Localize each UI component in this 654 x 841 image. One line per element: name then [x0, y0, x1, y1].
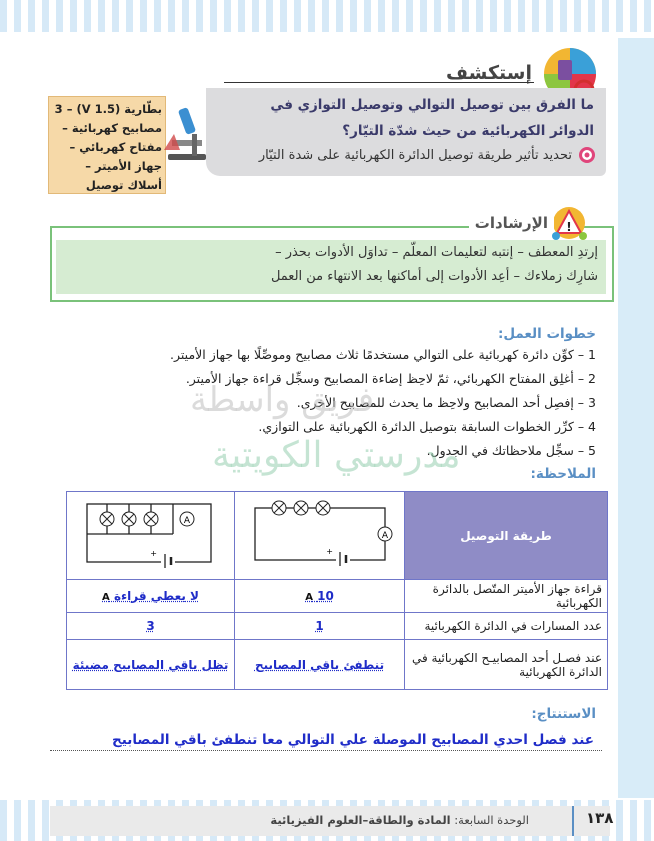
footer-separator [572, 806, 574, 836]
explore-title: إستكشف [446, 62, 532, 84]
watermark-line-1: فريق واسطة [190, 380, 375, 420]
parallel-circuit-cell [67, 492, 235, 580]
goal-row [259, 146, 596, 164]
svg-text:A: A [183, 516, 191, 526]
table-row [67, 580, 608, 613]
row-label: قراءة جهاز الأميتر المتّصل بالدائرة الكهربائية [405, 580, 608, 613]
step-item: 4 – كرِّر الخطوات السابقة بتوصيل الدائرة الكهربائية على التوازي. [258, 419, 596, 434]
table-row [67, 613, 608, 640]
series-answer: 1 [235, 613, 405, 640]
step-item: 1 – كوِّن دائرة كهربائية على التوالي مستخدمًا ثلاث مصابيح وموصِّلًا بها جهاز الأميتر. [170, 347, 596, 362]
series-circuit-cell [235, 492, 405, 580]
guidance-line-2: شارِك زملاءك – أعِد الأدوات إلى أماكنها بعد الانتهاء من العمل [270, 269, 598, 284]
target-icon [578, 146, 596, 164]
svg-text:+: + [326, 547, 333, 556]
explore-question: ما الفرق بين توصيل التوالي وتوصيل التوازي في الدوائر الكهربائية من حيث شدّة التيّار؟ [270, 97, 594, 139]
parallel-answer: 3 [67, 613, 235, 640]
step-item: 5 – سجِّل ملاحظاتك في الجدول. [426, 443, 596, 458]
table-header-cell: طريقة التوصيل [405, 492, 608, 580]
ammeter-icon [180, 512, 194, 526]
series-answer: 10 A [235, 580, 405, 613]
observation-table [66, 491, 608, 690]
table-row [67, 640, 608, 690]
series-circuit-diagram [241, 494, 399, 574]
parallel-circuit-diagram [73, 494, 229, 574]
svg-text:+: + [150, 549, 158, 558]
lamp-icon [122, 512, 136, 526]
steps-title: خطوات العمل: [497, 326, 596, 342]
microscope-icon [162, 104, 212, 164]
warning-icon [550, 204, 588, 242]
lamp-icon [144, 512, 158, 526]
lamp-icon [272, 501, 286, 515]
ammeter-icon [378, 527, 392, 541]
guidance-title: الإرشادات [469, 214, 554, 232]
watermark-line-2: مدرستي الكويتية [212, 435, 461, 476]
conclusion-text: عند فصل احدي المصابيح الموصلة علي التوالي معا تنطفئ باقي المصابيح [112, 732, 594, 748]
lamp-icon [316, 501, 330, 515]
conclusion-dotted-line [50, 750, 602, 751]
observation-title: الملاحظة: [530, 466, 596, 482]
table-header-row [67, 492, 608, 580]
footer-title: الوحدة السابعة: المادة والطاقة–العلوم الفيزيائية [270, 813, 529, 827]
materials-text: بطّارية (V 1.5) – 3 مصابيح كهربائية – مفتاح كهربائي – جهاز الأميتر – أسلاك توصيل [54, 102, 162, 192]
row-label: عدد المسارات في الدائرة الكهربائية [405, 613, 608, 640]
goal-text: تحديد تأثير طريقة توصيل الدائرة الكهربائية على شدة التيّار [258, 147, 572, 163]
parallel-answer: لا يعطي قراءة A [67, 580, 235, 613]
series-answer: تنطفئ باقي المصابيح [235, 640, 405, 690]
top-stripes [0, 0, 654, 32]
side-bar [618, 38, 654, 798]
lamp-icon [294, 501, 308, 515]
title-underline [224, 82, 534, 83]
page-number: ١٣٨ [586, 809, 614, 827]
svg-text:!: ! [566, 220, 572, 234]
step-item: 3 – إفصِل أحد المصابيح ولاحِظ ما يحدث للمصابيح الأخرى. [296, 395, 596, 410]
guidance-line-1: إرتدِ المعطف – إنتبه لتعليمات المعلّم – تداوَل الأدوات بحذر – [275, 245, 598, 260]
svg-text:A: A [381, 531, 389, 541]
conclusion-title: الاستنتاج: [531, 706, 596, 722]
parallel-answer: تظل باقي المصابيح مضيئة [67, 640, 235, 690]
lamp-icon [100, 512, 114, 526]
step-item: 2 – أغلِق المفتاح الكهربائي، ثمّ لاحِظ إضاءة المصابيح وسجِّل قراءة جهاز الأميتر. [185, 371, 596, 386]
row-label: عند فصـل أحد المصابيـح الكهربائية في الدائرة الكهربائية [405, 640, 608, 690]
